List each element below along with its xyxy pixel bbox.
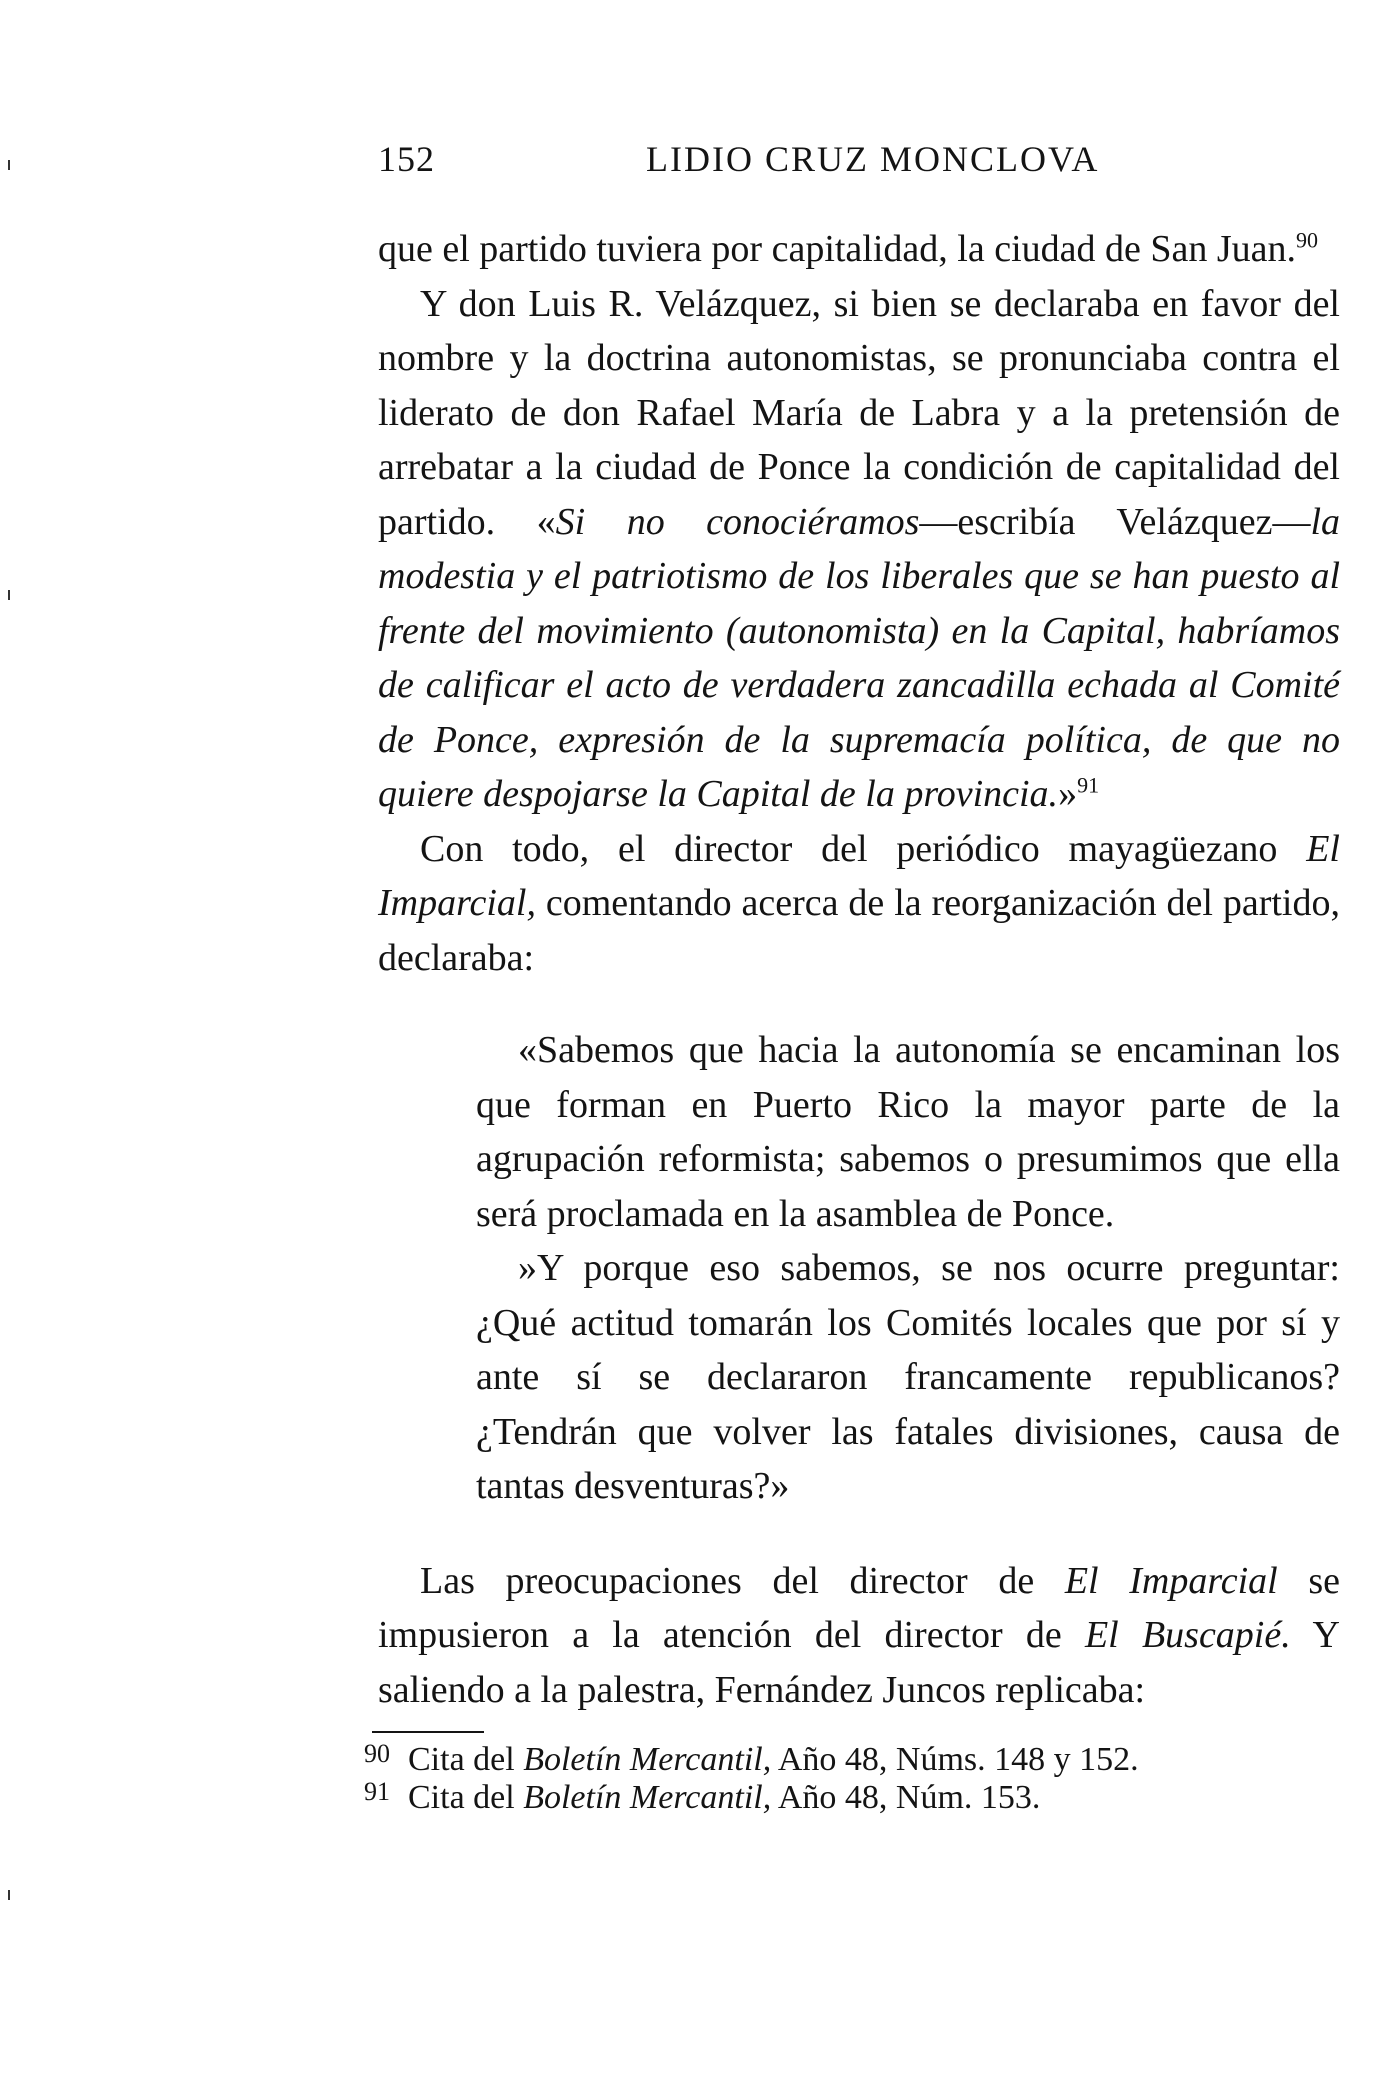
page-header: [378, 138, 1338, 188]
footnote-90: 90 Cita del Boletín Mercantil, Año 48, Núms. 148 y 152.: [364, 1739, 1139, 1778]
body-text: [378, 222, 1340, 1717]
footnote-91: 91 Cita del Boletín Mercantil, Año 48, Núm. 153.: [364, 1777, 1041, 1816]
footnote-ref-91: 91: [1077, 772, 1100, 798]
paragraph-4: Las preocupaciones del director de El Imparcial se impusieron a la atención del director de El Buscapié. Y saliendo a la palestra, Fernández Juncos replicaba:: [378, 1559, 1340, 1711]
footnote-ref-90: 90: [1296, 227, 1319, 253]
running-head: LIDIO CRUZ MONCLOVA: [646, 139, 1100, 179]
scan-mark: [8, 590, 10, 600]
paragraph-1: que el partido tuviera por capitalidad, la ciudad de San Juan.$^{90}$: [378, 227, 1319, 270]
footnote-rule: [372, 1731, 484, 1733]
paragraph-2: Y don Luis R. Velázquez, si bien se declaraba en favor del nombre y la doctrina autonomistas, se pronunciaba contra el liderato de don Rafael María de Labra y a la pretensión de arrebatar a la ciudad de Ponce la condición de capitalidad del partido. «Si no conociéramos—escribía Velázquez—la modestia y el patriotismo de los liberales que se han puesto al frente del movimiento (autonomista) en la Capital, habríamos de calificar el acto de verdadera zancadilla echada al Comité de Ponce, expresión de la supremacía política, de que no quiere despojarse la Capital de la provincia.»$^{91}$: [378, 282, 1341, 815]
scan-mark: [8, 1890, 10, 1900]
page-number: 152: [378, 139, 435, 179]
block-quote-2: »Y porque eso sabemos, se nos ocurre preguntar: ¿Qué actitud tomarán los Comités locales que por sí y ante sí se declararon francamente republicanos? ¿Tendrán que volver las fatales divisiones, causa de tantas desventuras?»: [476, 1247, 1340, 1507]
paragraph-3: Con todo, el director del periódico mayagüezano El Imparcial, comentando acerca de la reorganización del partido, declaraba:: [378, 827, 1340, 979]
block-quote-1: «Sabemos que hacia la autonomía se encaminan los que forman en Puerto Rico la mayor parte de la agrupación reformista; sabemos o presumimos que ella será proclamada en la asamblea de Ponce.: [476, 1029, 1340, 1235]
footnotes: [364, 1731, 1324, 1817]
scan-mark: [8, 160, 10, 170]
